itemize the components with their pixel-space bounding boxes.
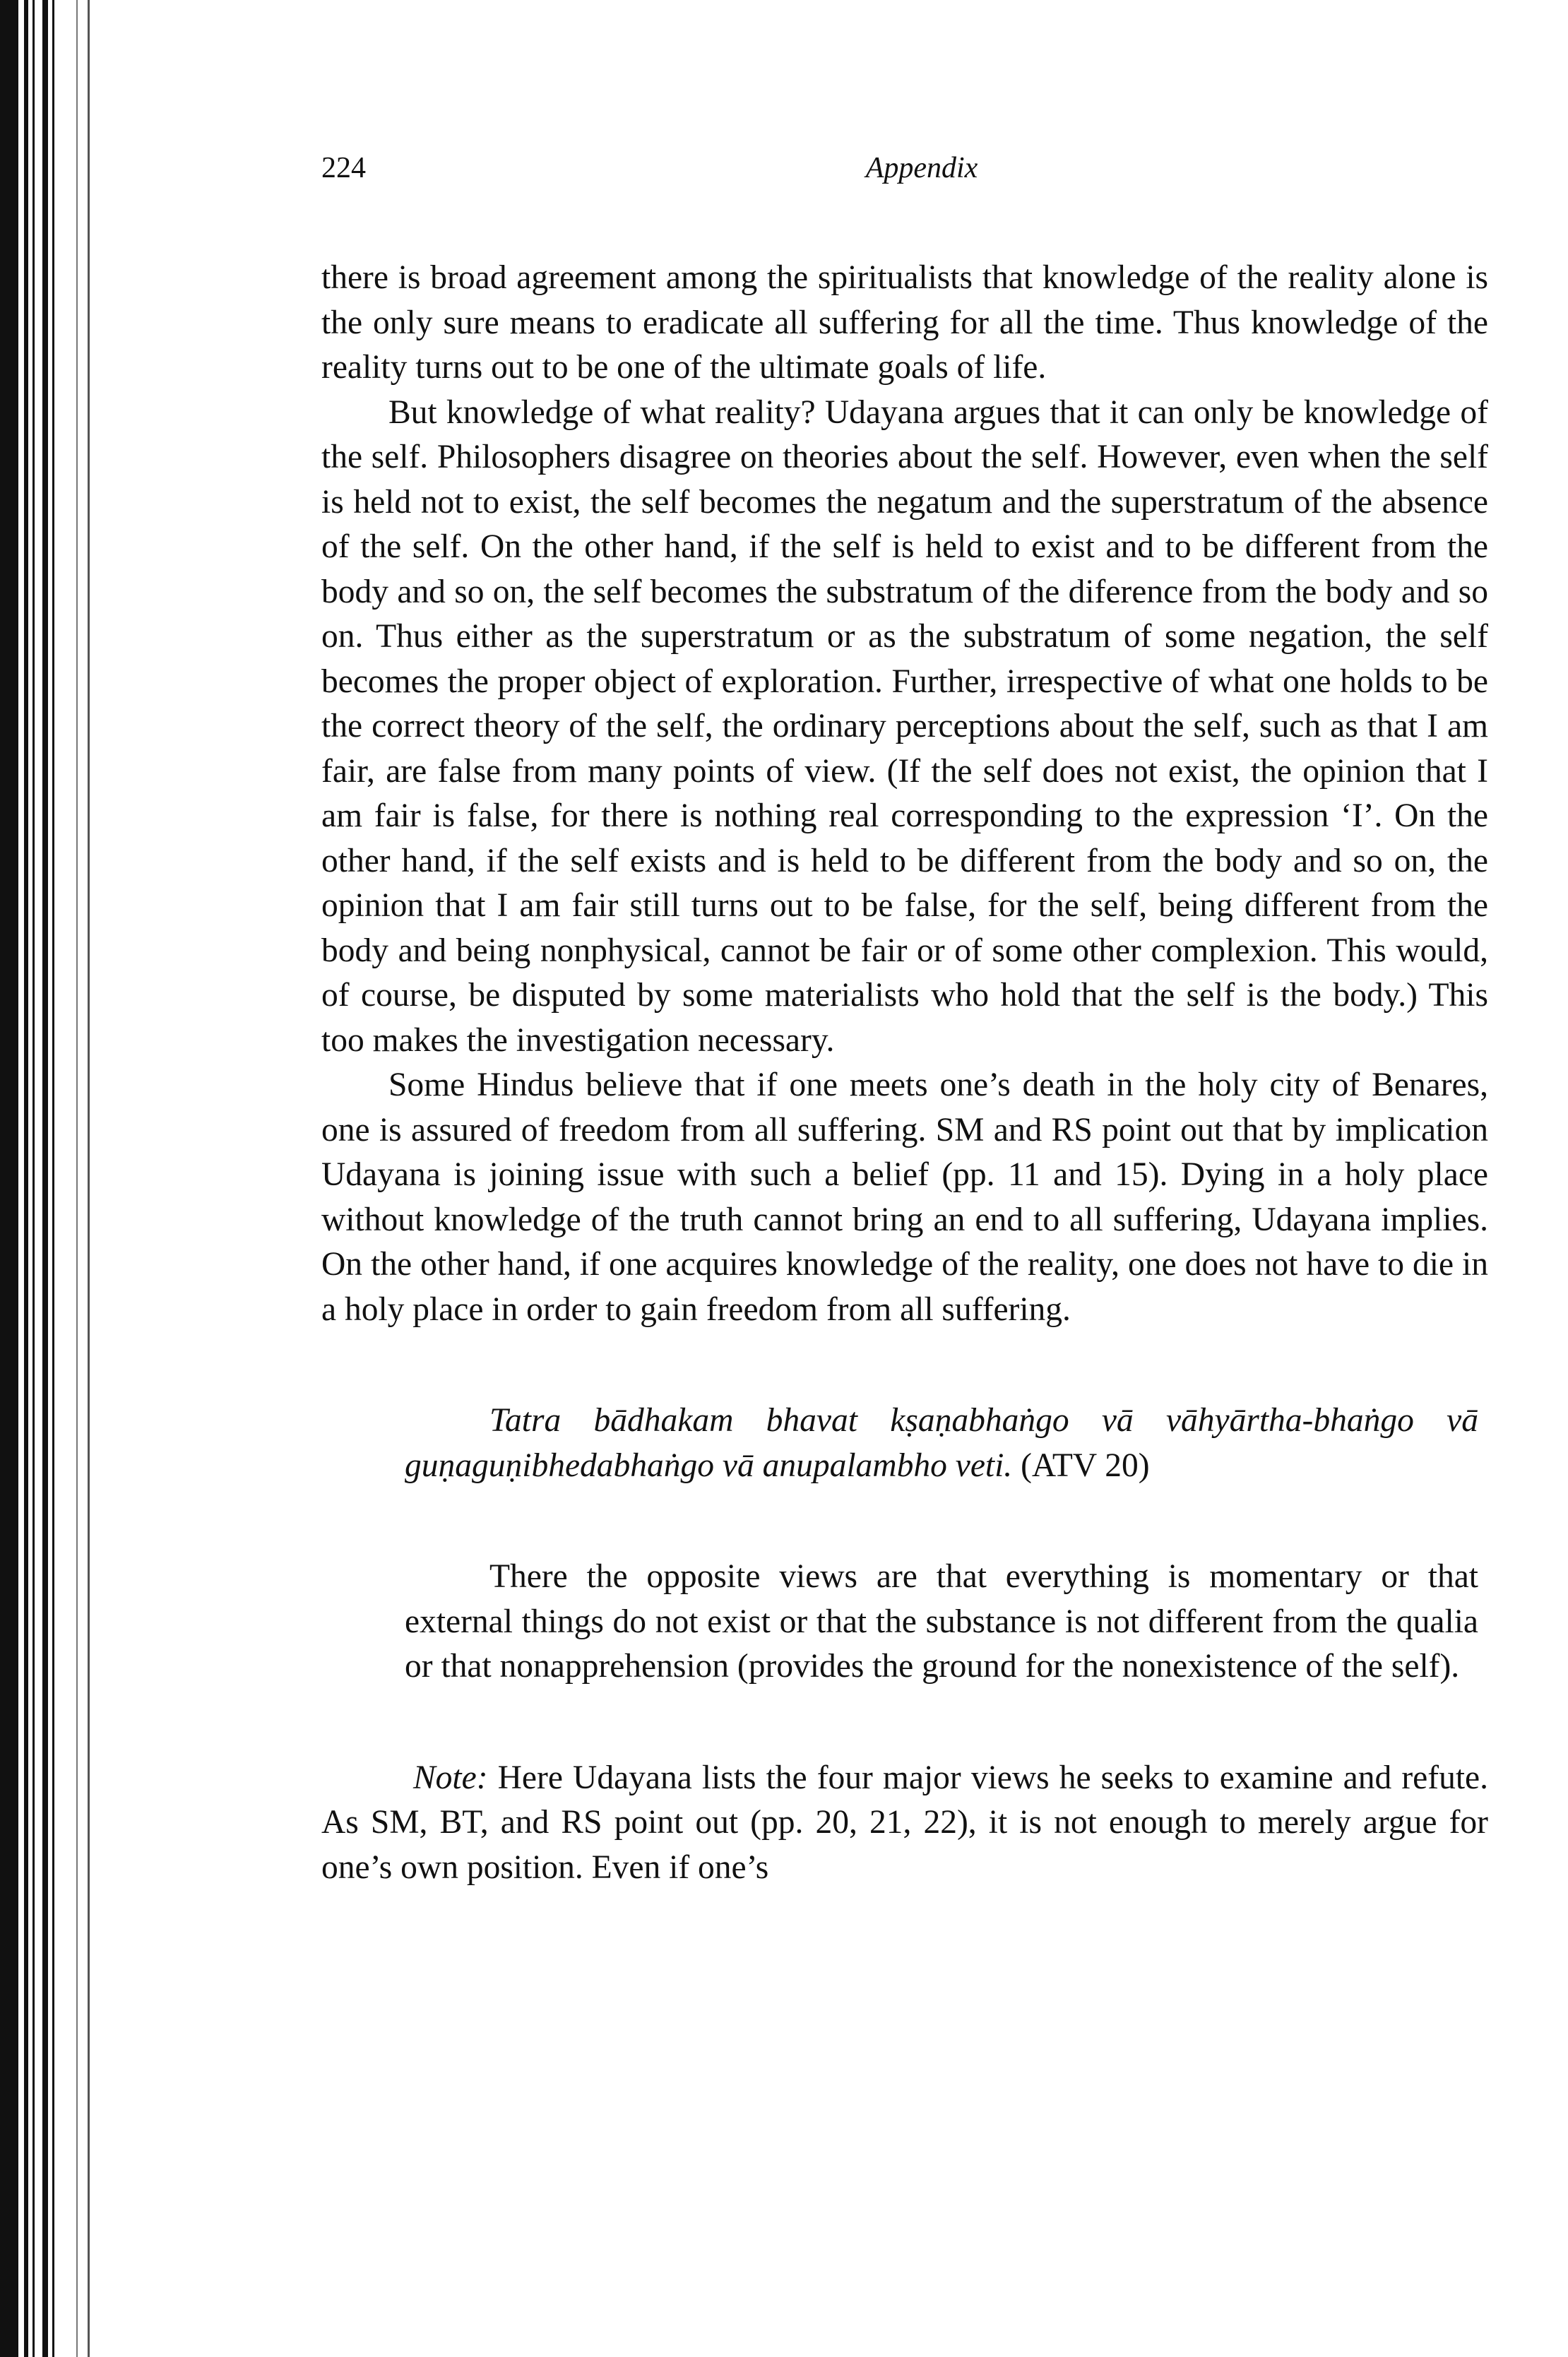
note-text: Here Udayana lists the four major views he seeks to examine and refute. As SM, BT, and RS point out (pp. 20, 21, 22), it is not enough to merely argue for one’s own position. Even if one’s xyxy=(321,1759,1488,1886)
page-header xyxy=(321,151,1487,194)
paragraph: But knowledge of what reality? Udayana argues that it can only be knowledge of the self. Philosophers disagree on theories about the self. However, even when the self is held not to exist, the self becomes the negatum and the superstratum of the absence of the self. On the other hand, if the self is held to exist and to be different from the body and so on, the self becomes the substratum of the diference from the body and so on. Thus either as the superstratum or as the substratum of some negation, the self becomes the proper object of exploration. Further, irrespective of what one holds to be the correct theory of the self, the ordinary perceptions about the self, such as that I am fair, are false from many points of view. (If the self does not exist, the opinion that I am fair is false, for there is nothing real corresponding to the expression ‘I’. On the other hand, if the self exists and is held to be different from the body and so on, the opinion that I am fair still turns out to be false, for the self, being different from the body and being nonphysical, cannot be fair or of some other complexion. This would, of course, be disputed by some materialists who hold that the self is the body.) This too makes the investigation necessary. xyxy=(321,393,1488,1059)
page-number: 224 xyxy=(321,152,366,184)
paragraph: there is broad agreement among the spiritualists that knowledge of the reality alone is the only sure means to eradicate all suffering for all the time. Thus knowledge of the reality turns out to be one of the ultimate goals of life. xyxy=(321,259,1488,386)
note-paragraph xyxy=(321,1756,1488,1891)
quote-translation: There the opposite views are that everything is momentary or that external things do not exist or that the substance is not different from the qualia or that nonapprehension (provides the ground for the nonexistence of the self). xyxy=(405,1558,1478,1685)
quotation-block xyxy=(405,1399,1478,1690)
note-label: Note: xyxy=(413,1759,488,1796)
citation: (ATV 20) xyxy=(1012,1447,1150,1484)
paragraph: Some Hindus believe that if one meets one’s death in the holy city of Benares, one is assured of freedom from all suffering. SM and RS point out that by implication Udayana is joining issue with such a belief (pp. 11 and 15). Dying in a holy place without knowledge of the truth cannot bring an end to all suffering, Udayana implies. On the other hand, if one acquires knowledge of the reality, one does not have to die in a holy place in order to gain freedom from all suffering. xyxy=(321,1067,1488,1328)
body-text xyxy=(321,256,1488,1890)
running-head: Appendix xyxy=(865,152,978,184)
sanskrit-quote xyxy=(405,1399,1478,1488)
scan-binding-edge xyxy=(0,0,95,2357)
sanskrit-text: Tatra bādhakam bhavat kṣaṇabhaṅgo vā vāhyārtha-bhaṅgo vā guṇaguṇibhedabhaṅgo vā anupalambho veti. xyxy=(405,1402,1478,1484)
